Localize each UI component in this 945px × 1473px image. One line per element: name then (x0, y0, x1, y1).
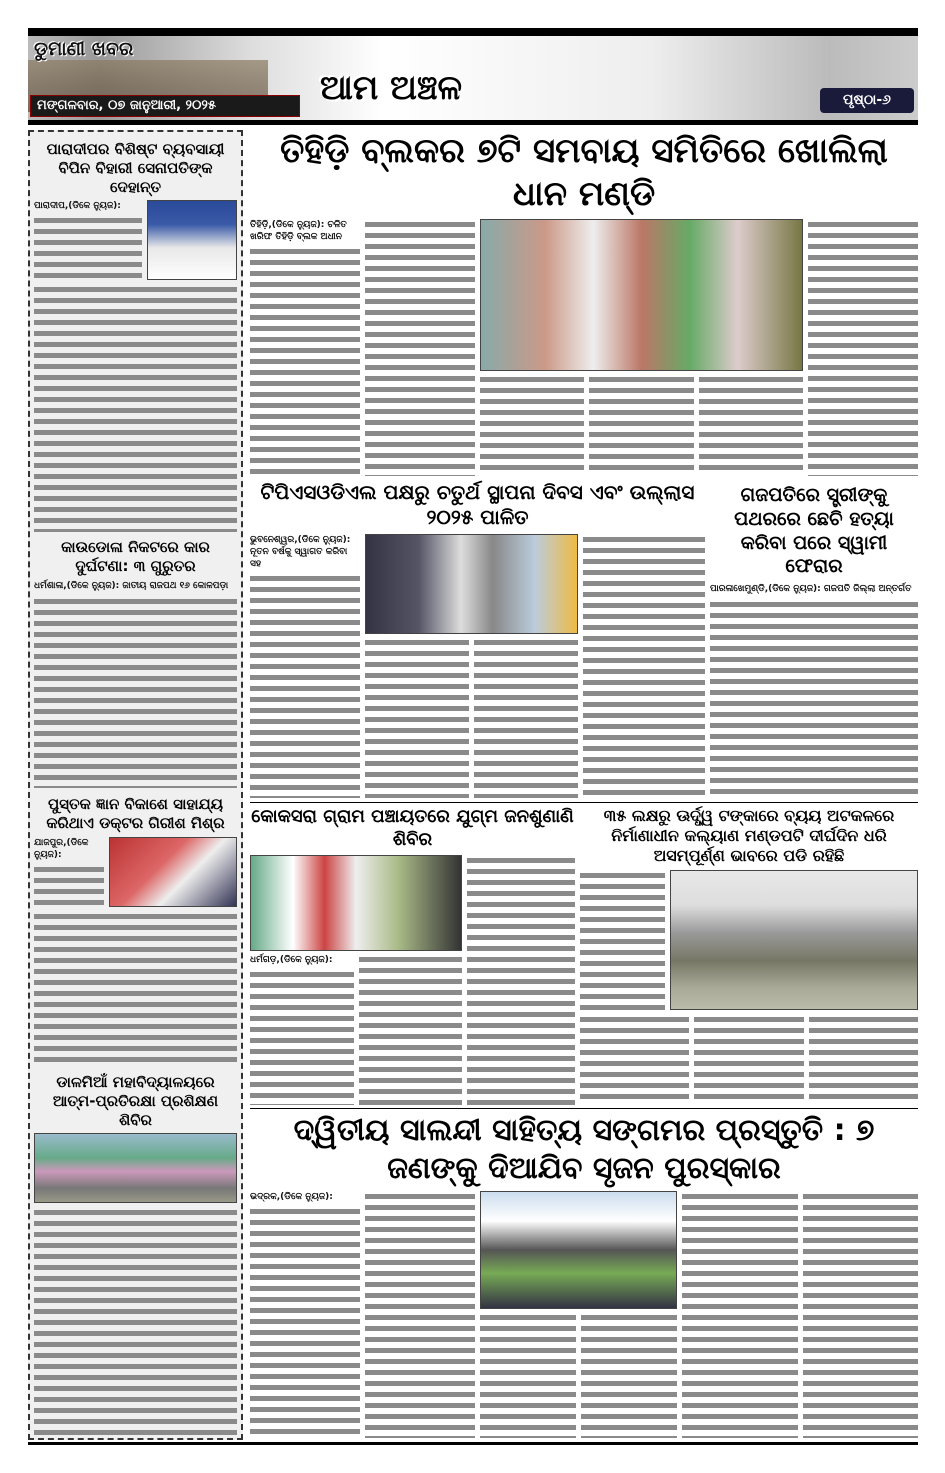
page-bottom-rule (28, 1442, 918, 1445)
article-tpsodl (250, 480, 705, 798)
headline-kalyan-mandap: ୩୫ ଲକ୍ଷରୁ ଊର୍ଦ୍ଧ୍ୱ ଟଙ୍କାରେ ବ୍ୟୟ ଅଟକଳରେ ନିର୍ମାଣାଧୀନ କଲ୍ୟାଣ ମଣ୍ଡପଟି ଦୀର୍ଘଦିନ ଧରି ଅସମ୍ପୂର୍ଣ୍ଣ ଭାବରେ ପଡି ରହିଛି (603, 806, 895, 865)
article-body (250, 1206, 360, 1438)
headline-kokasara: କୋକସରା ଗ୍ରାମ ପଞ୍ଚାୟତରେ ଯୁଗ୍ମ ଜନଶୁଣାଣି ଶିବିର (251, 806, 574, 850)
paddy-market-photo-collage (480, 219, 803, 371)
article-body (34, 1207, 237, 1435)
dateline-tpsodl: ଭୁବନେଶ୍ୱର,(ଡିକେ ନ୍ୟୁଜ): ନୂତନ ବର୍ଷକୁ ସ୍ୱାଗତ କରିବା ସହ (250, 535, 351, 569)
article-body (34, 864, 104, 907)
divider (250, 1108, 918, 1109)
article-paradip (34, 140, 237, 532)
article-body (34, 215, 142, 280)
article-main (250, 130, 918, 476)
header-top-bar (28, 28, 918, 36)
dateline-car-accident: ଧର୍ମଶାଳା,(ଡିକେ ନ୍ୟୁଜ): ଜାତୀୟ ରାଜପଥ ୧୬ କୋଳପଡ଼ା (34, 580, 229, 591)
page-number: ପୃଷ୍ଠା-୬ (820, 88, 914, 113)
headline-car-accident: କାଉଡୋଳା ନିକଟରେ କାର ଦୁର୍ଘଟଣା: ୩ ଗୁରୁତର (61, 538, 210, 575)
article-body (699, 374, 803, 476)
article-kalyan-mandap (580, 806, 918, 1105)
article-salandi (250, 1112, 918, 1438)
header-bottom-bar (28, 120, 918, 125)
article-body (34, 911, 237, 1066)
article-car-accident (34, 538, 237, 788)
literary-meet-photo (480, 1191, 677, 1309)
article-body (480, 1312, 576, 1438)
article-body (583, 534, 705, 798)
janasunani-photo (250, 855, 462, 951)
article-kokasara (250, 806, 575, 1105)
newspaper-name: ଡୁମାଣୀ ଖବର (34, 38, 134, 60)
article-body (580, 1014, 689, 1105)
headline-tpsodl: ଟିପିଏସଓଡିଏଲ ପକ୍ଷରୁ ଚତୁର୍ଥ ସ୍ଥାପନା ଦିବସ ଏବଂ ଉଲ୍ଲାସ ୨୦୨୫ ପାଳିତ (260, 480, 695, 529)
article-body (580, 870, 665, 1010)
main-headline: ତିହିଡ଼ି ବ୍ଲକର ୭ଟି ସମବାୟ ସମିତିରେ ଖୋଲିଲା ଧାନ ମଣ୍ଡି (280, 131, 888, 214)
divider (250, 802, 918, 803)
article-body (250, 573, 360, 798)
dateline-gajapati: ପାରଳାଖେମୁଣ୍ଡି,(ଡିକେ ନ୍ୟୁଜ): ଗଜପତି ଜିଲ୍ଲା ଅନ୍ତର୍ଗତ (710, 584, 912, 594)
article-body (467, 855, 575, 1105)
article-body (250, 969, 354, 1105)
portrait-photo (147, 200, 237, 280)
article-body (34, 284, 237, 532)
article-self-defence (34, 1073, 237, 1435)
article-body (365, 219, 475, 476)
section-title: ଆମ ଅଞ୍ଚଳ (320, 68, 463, 108)
article-body (589, 374, 693, 476)
article-body (808, 219, 918, 476)
dateline-salandi: ଭଦ୍ରକ,(ଡିକେ ନ୍ୟୁଜ): (250, 1192, 333, 1202)
training-photo (34, 1133, 237, 1203)
article-book-knowledge (34, 795, 237, 1065)
headline-paradip: ପାରାଦୀପର ବିଶିଷ୍ଟ ବ୍ୟବସାୟୀ ବିପିନ ବିହାରୀ ସେନାପତିଙ୍କ ଦେହାନ୍ତ (46, 140, 225, 196)
article-body (809, 1014, 918, 1105)
article-body (250, 246, 360, 476)
article-body (474, 637, 578, 798)
foundation-day-photo (365, 534, 578, 634)
construction-site-photo (670, 870, 918, 1010)
headline-book-knowledge: ପୁସ୍ତକ ଜ୍ଞାନ ବିକାଶେ ସାହାଯ୍ୟ କରିଥାଏ ଡକ୍ଟର ଗିରୀଶ ମିଶ୍ର (46, 795, 225, 832)
headline-salandi: ଦ୍ୱିତୀୟ ସାଲନ୍ଦୀ ସାହିତ୍ୟ ସଙ୍ଗମର ପ୍ରସ୍ତୁତି : ୭ ଜଣଙ୍କୁ ଦିଆଯିବ ସୃଜନ ପୁରସ୍କାର (293, 1113, 875, 1186)
article-body (694, 1014, 803, 1105)
article-body (480, 374, 584, 476)
article-body (365, 637, 469, 798)
dateline-paradip: ପାରାଦୀପ,(ଡିକେ ନ୍ୟୁଜ): (34, 201, 121, 212)
dateline-book: ଯାଜପୁର,(ଡିକେ ନ୍ୟୁଜ): (34, 837, 89, 860)
article-body (365, 1191, 475, 1438)
article-body (34, 596, 237, 789)
article-body (581, 1312, 677, 1438)
event-photo (109, 837, 237, 907)
dateline-kokasara: ଧର୍ମଗଡ଼,(ଡିକେ ନ୍ୟୁଜ): (250, 955, 333, 965)
dateline-main: ତିହିଡ଼ି,(ଡିକେ ନ୍ୟୁଜ): ଚଳିତ ଖରିଫ ତିହିଡ଼ି ବ୍ଲକ ଅଧୀନ (250, 220, 347, 242)
article-body (359, 954, 463, 1105)
article-gajapati (710, 484, 918, 798)
issue-date: ମଙ୍ଗଳବାର, ୦୭ ଜାନୁଆରୀ, ୨୦୨୫ (30, 95, 300, 117)
article-body (710, 599, 918, 798)
article-body (803, 1191, 919, 1438)
article-body (682, 1191, 798, 1438)
headline-self-defence: ଡାଳମିଆଁ ମହାବିଦ୍ୟାଳୟରେ ଆତ୍ମ-ପ୍ରତିରକ୍ଷା ପ୍ରଶିକ୍ଷଣ ଶିବିର (52, 1073, 219, 1129)
headline-gajapati: ଗଜପତିରେ ସ୍ତ୍ରୀଙ୍କୁ ପଥରରେ ଛେଚି ହତ୍ୟା କରିବା ପରେ ସ୍ୱାମୀ ଫେରାର (734, 484, 894, 578)
